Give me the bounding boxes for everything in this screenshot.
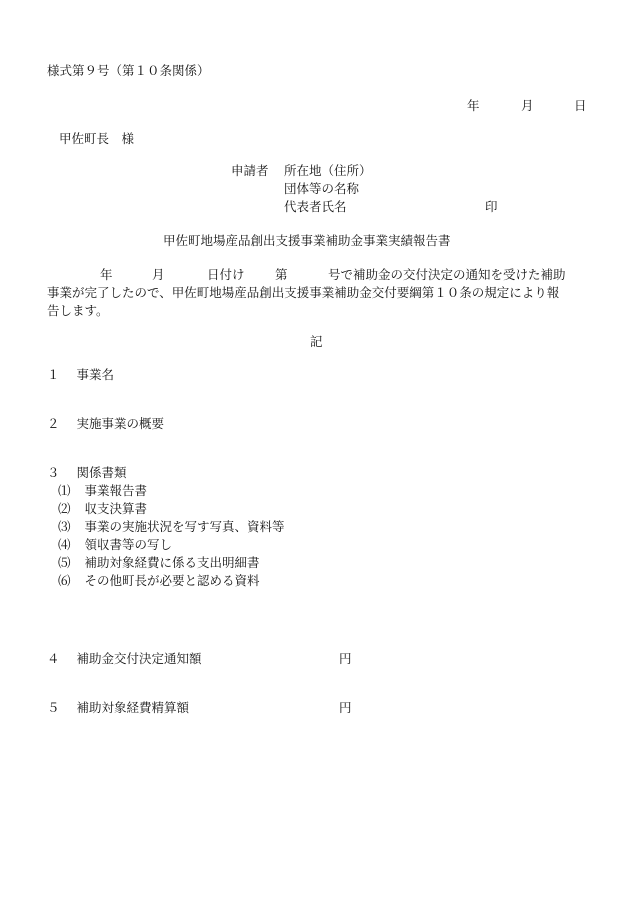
body-line3-text: 告します。 bbox=[47, 303, 109, 318]
document-item bbox=[58, 521, 285, 534]
item-label: 事業名 bbox=[76, 367, 115, 382]
item-number: ３ bbox=[47, 465, 60, 480]
item-number: ２ bbox=[47, 416, 60, 431]
item-label: 補助金交付決定通知額 bbox=[76, 651, 202, 666]
document-item bbox=[58, 503, 147, 516]
document-label: 収支決算書 bbox=[84, 501, 148, 516]
document-number: ⑵ bbox=[58, 501, 71, 516]
document-item bbox=[58, 485, 147, 498]
applicant-label: 申請者 bbox=[231, 163, 269, 178]
organization-name-label: 団体等の名称 bbox=[284, 181, 360, 196]
item-5-yen-unit: 円 bbox=[339, 700, 352, 715]
document-label: その他町長が必要と認める資料 bbox=[84, 573, 260, 588]
item-3 bbox=[47, 467, 127, 480]
document-number: ⑷ bbox=[58, 537, 71, 552]
date-month-label: 月 bbox=[521, 98, 534, 113]
item-number: ５ bbox=[47, 700, 60, 715]
document-item bbox=[58, 575, 260, 588]
item-1 bbox=[47, 369, 114, 382]
form-number: 様式第９号（第１０条関係） bbox=[47, 63, 210, 78]
document-number: ⑴ bbox=[58, 483, 71, 498]
document-number: ⑶ bbox=[58, 519, 71, 534]
body-line1-text: 号で補助金の交付決定の通知を受けた補助 bbox=[328, 267, 566, 282]
document-label: 事業報告書 bbox=[84, 483, 148, 498]
document-label: 事業の実施状況を写す写真、資料等 bbox=[84, 519, 285, 534]
document-item bbox=[58, 539, 172, 552]
addressee: 甲佐町長 様 bbox=[59, 131, 135, 146]
item-5 bbox=[47, 702, 189, 715]
address-label: 所在地（住所） bbox=[284, 163, 372, 178]
body-number-prefix: 第 bbox=[275, 267, 288, 282]
item-label: 補助対象経費精算額 bbox=[76, 700, 190, 715]
document-title: 甲佐町地場産品創出支援事業補助金事業実績報告書 bbox=[163, 233, 451, 248]
document-label: 補助対象経費に係る支出明細書 bbox=[84, 555, 260, 570]
item-4 bbox=[47, 653, 202, 666]
document-number: ⑸ bbox=[58, 555, 71, 570]
body-dated-label: 日付け bbox=[207, 267, 245, 282]
document-label: 領収書等の写し bbox=[84, 537, 173, 552]
body-month-label: 月 bbox=[152, 267, 165, 282]
date-day-label: 日 bbox=[574, 98, 587, 113]
item-label: 実施事業の概要 bbox=[76, 416, 165, 431]
representative-name-label: 代表者氏名 bbox=[284, 199, 347, 214]
item-label: 関係書類 bbox=[76, 465, 127, 480]
date-year-label: 年 bbox=[467, 98, 480, 113]
item-2 bbox=[47, 418, 164, 431]
document-item bbox=[58, 557, 260, 570]
item-number: １ bbox=[47, 367, 60, 382]
body-line2-text: 事業が完了したので、甲佐町地場産品創出支援事業補助金交付要綱第１０条の規定により報 bbox=[47, 285, 560, 300]
body-year-label: 年 bbox=[100, 267, 113, 282]
item-number: ４ bbox=[47, 651, 60, 666]
item-4-yen-unit: 円 bbox=[339, 651, 352, 666]
seal-mark: 印 bbox=[485, 199, 498, 214]
document-number: ⑹ bbox=[58, 573, 71, 588]
ki-heading: 記 bbox=[310, 334, 323, 349]
